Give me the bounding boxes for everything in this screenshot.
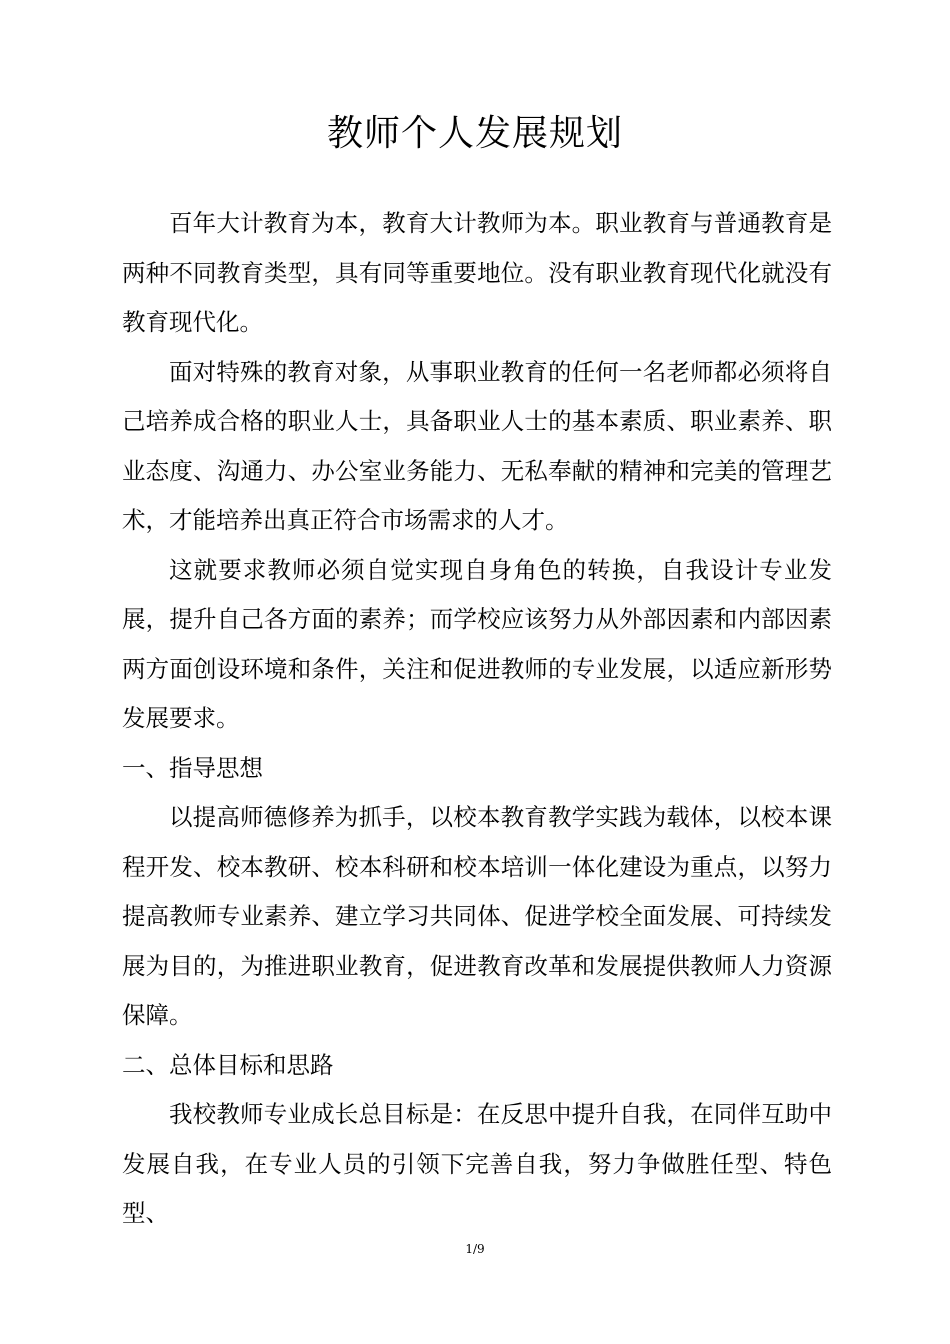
section-heading-guiding-ideology: 一、指导思想 [122, 753, 263, 782]
document-body [122, 199, 832, 1239]
intro-paragraph-1: 百年大计教育为本，教育大计教师为本。职业教育与普通教育是两种不同教育类型，具有同等重要地位。没有职业教育现代化就没有教育现代化。 [122, 209, 832, 336]
section-paragraph-overall-goals: 我校教师专业成长总目标是：在反思中提升自我，在同伴互助中发展自我，在专业人员的引领下完善自我，努力争做胜任型、特色型、 [122, 1100, 832, 1227]
document-title: 教师个人发展规划 [326, 113, 623, 154]
intro-paragraph-2: 面对特殊的教育对象，从事职业教育的任何一名老师都必须将自己培养成合格的职业人士，具备职业人士的基本素质、职业素养、职业态度、沟通力、办公室业务能力、无私奉献的精神和完美的管理艺术，才能培养出真正符合市场需求的人才。 [122, 357, 832, 534]
section-heading-overall-goals: 二、总体目标和思路 [122, 1050, 334, 1079]
page-number: 1/9 [465, 1242, 485, 1256]
intro-paragraph-3: 这就要求教师必须自觉实现自身角色的转换，自我设计专业发展，提升自己各方面的素养；而学校应该努力从外部因素和内部因素两方面创设环境和条件，关注和促进教师的专业发展，以适应新形势发展要求。 [122, 555, 832, 732]
section-paragraph-guiding-ideology: 以提高师德修养为抓手，以校本教育教学实践为载体，以校本课程开发、校本教研、校本科研和校本培训一体化建设为重点，以努力提高教师专业素养、建立学习共同体、促进学校全面发展、可持续发展为目的，为推进职业教育，促进教育改革和发展提供教师人力资源保障。 [122, 803, 832, 1029]
